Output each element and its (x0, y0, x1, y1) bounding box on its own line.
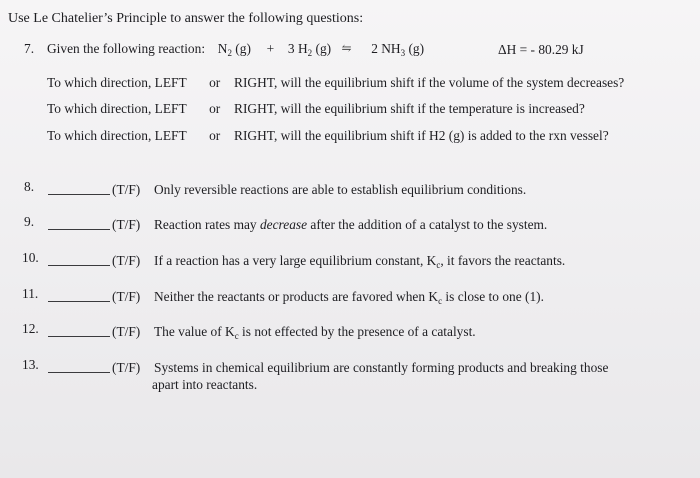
option-left: LEFT (154, 75, 187, 90)
worksheet-title: Use Le Chatelier’s Principle to answer the following questions: (8, 11, 364, 26)
product: 2 $NH_3$ (g) (371, 41, 425, 58)
answer-blank-11[interactable] (48, 301, 110, 302)
question-10-number: 10. (22, 250, 39, 265)
question-13-text: (T/F) Systems in chemical equilibrium are constantly forming products and breaking those (112, 360, 609, 375)
delta-h: ΔH = - 80.29 kJ (498, 42, 584, 57)
question-7-number: 7. (24, 41, 35, 56)
reactant-1: $N_2$ (g) (217, 41, 251, 58)
option-right: RIGHT (234, 128, 274, 143)
answer-blank-13[interactable] (48, 372, 110, 373)
question-8-number: 8. (24, 179, 35, 194)
option-right: RIGHT (234, 75, 274, 90)
question-12-number: 12. (22, 321, 39, 336)
question-7-reaction (47, 41, 424, 58)
question-11-number: 11. (22, 286, 39, 301)
direction-question-3: To which direction, LEFT or RIGHT, will the equilibrium shift if H2 (g) is added to the rxn vessel? (47, 128, 609, 143)
answer-blank-10[interactable] (48, 265, 110, 266)
direction-question-2: To which direction, LEFT or RIGHT, will the equilibrium shift if the temperature is increased? (47, 101, 585, 116)
option-left: LEFT (154, 101, 187, 116)
plus-sign: + (266, 41, 275, 56)
reaction-intro: Given the following reaction: (47, 41, 206, 56)
question-9-text: (T/F) Reaction rates may decrease after the addition of a catalyst to the system. (112, 217, 548, 232)
question-11-text: (T/F) Neither the reactants or products are favored when $K_c$ is close to one (1). (112, 289, 544, 306)
question-9-number: 9. (24, 214, 35, 229)
question-8-text: (T/F) Only reversible reactions are able to establish equilibrium conditions. (112, 182, 527, 197)
question-13-number: 13. (22, 357, 39, 372)
answer-blank-9[interactable] (48, 229, 110, 230)
option-right: RIGHT (234, 101, 274, 116)
answer-blank-8[interactable] (48, 194, 110, 195)
option-left: LEFT (154, 128, 187, 143)
reactant-2: 3 $H_2$ (g) (287, 41, 332, 58)
question-13-text-line2: apart into reactants. (152, 377, 258, 392)
equilibrium-arrow-icon: ⇋ (341, 41, 350, 55)
question-12-text: (T/F) The value of $K_c$ is not effected by the presence of a catalyst. (112, 324, 476, 341)
answer-blank-12[interactable] (48, 336, 110, 337)
direction-question-1: To which direction, LEFT or RIGHT, will the equilibrium shift if the volume of the system decreases? (47, 75, 625, 90)
question-10-text: (T/F) If a reaction has a very large equilibrium constant, $K_c$, it favors the reactants. (112, 253, 566, 270)
